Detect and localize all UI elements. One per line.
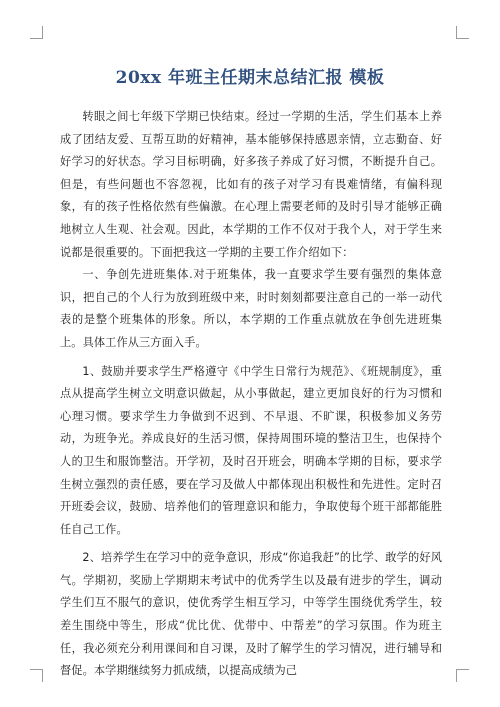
- crop-mark-top-right: [456, 26, 469, 39]
- paragraph-item-1: 1、鼓励并要求学生严格遵守《中学生日常行为规范》、《班规制度》，重点从提高学生树立文明意识做起，从小事做起，建立更加良好的行为习惯和心理习惯。要求学生力争做到不迟到、不早退、不旷课，积极参加义务劳动，为班争光。养成良好的生活习惯，保持周围环境的整洁卫生，也保持个人的卫生和服饰整洁。开学初，及时召开班会，明确本学期的目标，要求学生树立强烈的责任感，要在学习及做人中都体现出积极性和先进性。定时召开班委会议，鼓励、培养他们的管理意识和能力，争取使每个班干部都能胜任自己工作。: [60, 364, 442, 536]
- document-title: 20xx 年班主任期末总结汇报 模板: [115, 68, 385, 88]
- document-body: [60, 106, 442, 683]
- crop-mark-top-left: [30, 26, 43, 39]
- crop-mark-bottom-right: [456, 669, 469, 682]
- crop-mark-bottom-left: [30, 669, 43, 682]
- paragraph-intro: 转眼之间七年级下学期已快结束。经过一学期的生活，学生们基本上养成了团结友爱、互帮互助的好精神，基本能够保持感恩亲情，立志勤奋、好好学习的好状态。学习目标明确，好多孩子养成了好习惯，不断提升自己。但是，有些问题也不容忽视，比如有的孩子对学习有畏难情绪，有偏科现象，有的孩子性格依然有些偏激。在心理上需要老师的及时引导才能够正确地树立人生观、社会观。因此，本学期的工作不仅对于我个人，对于学生来说都是很重要的。下面把我这一学期的主要工作介绍如下：: [60, 110, 442, 259]
- paragraph-item-2: 2、培养学生在学习中的竞争意识，形成“你追我赶”的比学、敢学的好风气。学期初，奖励上学期期末考试中的优秀学生以及最有进步的学生，调动学生们互不服气的意识，使优秀学生相互学习，中等学生围绕优秀学生，较差生围绕中等生，形成“优比优、优带中、中帮差”的学习氛围。作为班主任，我必须充分利用课间和自习课，及时了解学生的学习情况，进行辅导和督促。本学期继续努力抓成绩，以提高成绩为己: [60, 551, 442, 678]
- paragraph-section-1: 一、争创先进班集体.对于班集体，我一直要求学生要有强烈的集体意识，把自己的个人行为放到班级中来，时时刻刻都要注意自己的一举一动代表的是整个班集体的形象。所以，本学期的工作重点就放在争创先进班集上。具体工作从三方面入手。: [60, 268, 442, 349]
